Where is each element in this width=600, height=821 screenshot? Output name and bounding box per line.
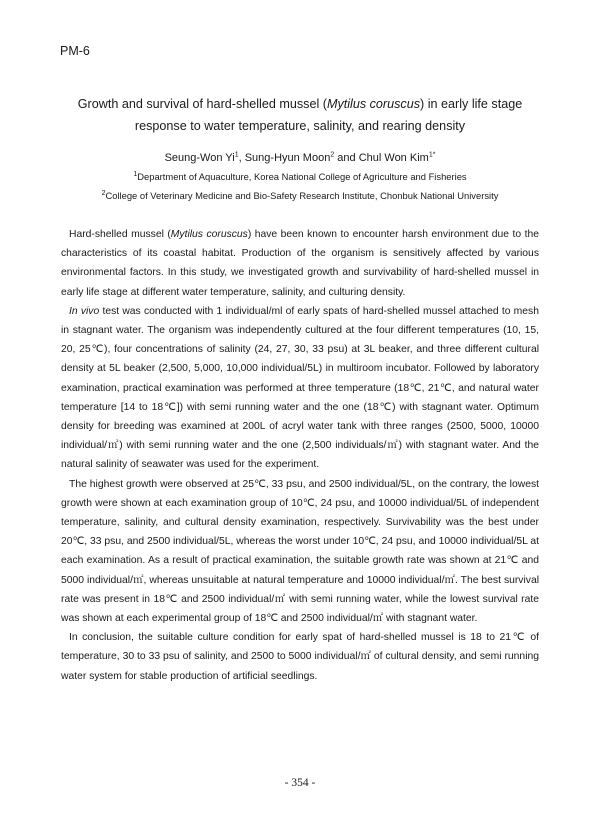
paragraph-text: Hard-shelled mussel ( [69,229,171,240]
affiliation [40,171,560,182]
author-name: Sung-Hyun Moon [244,152,331,164]
page-number: - 354 - [284,777,316,789]
abstract-paragraph [61,628,539,686]
affiliation-mark: 1 [133,170,138,178]
paper-title [40,93,560,137]
paragraph-text: In conclusion, the suitable culture condition for early spat of hard-shelled mussel is 18 to 21℃ of temperature, 30 to 33 psu of salinity, and 2500 to 5000 individual/㎡ of cultural density, and semi running water system for stable production of artificial seedlings. [61,632,539,682]
affiliation [40,190,560,201]
paragraph-text: test was conducted with 1 individual/ml of early spats of hard-shelled mussel attached to mesh in stagnant water. The organism was independently cultured at the four different temperatures (10, 15, 20, 25℃), four concentrations of salinity (24, 27, 30, 33 psu) at 3L beaker, and three different cultural density at 5L beaker (2,500, 5,000, 10,000 individual/5L) in multiroom incubator. Followed by laboratory examination, practical examination was performed at three temperature (18℃, 21℃, and natural water temperature [14 to 18℃]) with semi running water and the one (18℃) with stagnant water. Optimum density for breeding was examined at 200L of acryl water tank with three ranges (2500, 5000, 10000 individual/㎡) with semi running water and the one (2,500 individuals/㎡) with stagnant water. And the natural salinity of seawater was used for the experiment. [61,305,539,471]
author-affiliation-mark: 1* [428,151,436,159]
title-species: Mytilus coruscus [326,97,421,111]
affiliation-text: Department of Aquaculture, Korea National College of Agriculture and Fisheries [137,171,467,182]
in-vivo-term: In vivo [69,305,100,317]
paragraph-text: The highest growth were observed at 25℃, 33 psu, and 2500 individual/5L, on the contrary, the lowest growth were shown at each examination group of 10℃, 24 psu, and 10000 individual/5L of independent temperature, salinity, and cultural density examination, respectively. Survivability was the best under 20℃, 33 psu, and 2500 individual/5L, whereas the worst under 10℃, 24 psu, and 10000 individual/5L at each examination. As a result of practical examination, the suitable growth rate was shown at 21℃ and 5000 individual/㎡, whereas unsuitable at natural temperature and 10000 individual/㎡. The best survival rate was present in 18℃ and 2500 individual/㎡ with semi running water, while the lowest survival rate was shown at each experimental group of 18℃ and 2500 individual/㎡ with stagnant water. [61,478,539,625]
author-affiliation-mark: 2 [330,151,335,159]
affiliation-text: College of Veterinary Medicine and Bio-Safety Research Institute, Chonbuk National University [105,190,499,201]
author-affiliation-mark: 1 [234,151,239,159]
title-text-end: ) in early life stage [420,97,523,111]
paper-code: PM-6 [60,44,90,58]
abstract-paragraph [61,302,539,475]
title-text-start: Growth and survival of hard-shelled mussel ( [77,97,327,111]
species-name: Mytilus coruscus [170,229,248,240]
title-line-2: response to water temperature, salinity, and rearing density [134,119,466,133]
abstract-body [61,225,539,686]
author-name: Chul Won Kim [358,152,429,164]
abstract-paragraph [61,225,539,302]
paragraph-text: ) have been known to encounter harsh environment due to the characteristics of its coastal habitat. Production of the organism is sensitively affected by various environmental factors. In this study, we investigated growth and survivability of hard-shelled mussel in early life stage at different water temperature, salinity, and culturing density. [61,229,539,298]
abstract-paragraph [61,475,539,629]
author-name: Seung-Won Yi [164,152,235,164]
affiliation-mark: 2 [101,189,106,197]
author-list: Seung-Won Yi$^1$, Sung-Hyun Moon$^2$ and Chul Won Kim$^{1*}$ [164,151,436,164]
